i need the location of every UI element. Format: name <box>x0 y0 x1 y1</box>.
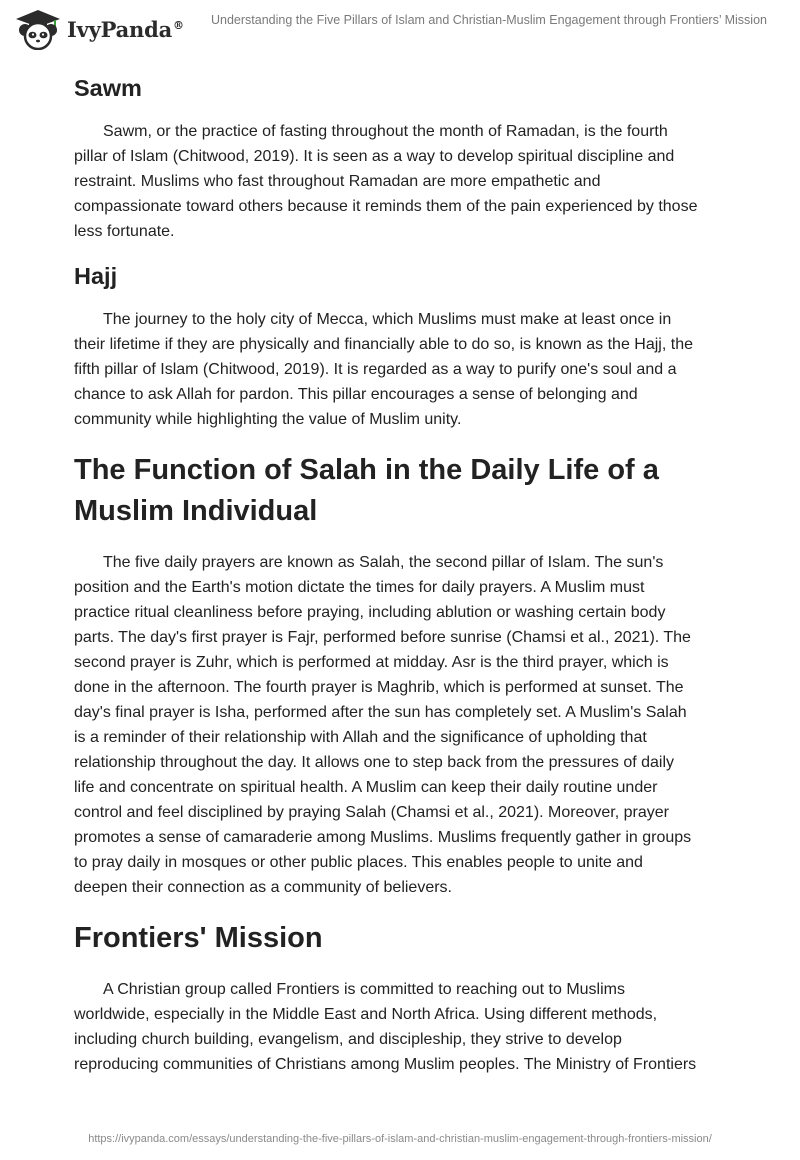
text-line: A Christian group called Frontiers is committed to reaching out to Muslims <box>103 981 625 998</box>
text-line: life and concentrate on spiritual health. A Muslim can keep their daily routine under <box>74 779 658 796</box>
text-line: parts. The day's first prayer is Fajr, performed before sunrise (Chamsi et al., 2021). The <box>74 629 691 646</box>
text-line: chance to ask Allah for pardon. This pillar encourages a sense of belonging and <box>74 386 638 403</box>
text-line: second prayer is Zuhr, which is performed at midday. Asr is the third prayer, which is <box>74 654 669 671</box>
text-line: reproducing communities of Christians among Muslim peoples. The Ministry of Frontiers <box>74 1056 697 1073</box>
text-line: less fortunate. <box>74 223 175 240</box>
paragraph-frontiers <box>74 977 726 1077</box>
text-line: day's final prayer is Isha, performed after the sun has completely set. A Muslim's Salah <box>74 704 687 721</box>
panda-graduate-icon <box>14 8 62 50</box>
text-line: restraint. Muslims who fast throughout Ramadan are more empathetic and <box>74 173 601 190</box>
text-line: control and feel disciplined by praying Salah (Chamsi et al., 2021). Moreover, prayer <box>74 804 669 821</box>
text-line: relationship throughout the day. It allows one to step back from the pressures of daily <box>74 754 675 771</box>
text-line: is a reminder of their relationship with Allah and the significance of upholding that <box>74 729 647 746</box>
text-line: The journey to the holy city of Mecca, which Muslims must make at least once in <box>103 311 672 328</box>
text-line: The five daily prayers are known as Salah, the second pillar of Islam. The sun's <box>103 554 664 571</box>
text-line: fifth pillar of Islam (Chitwood, 2019). It is regarded as a way to purify one's soul and a <box>74 361 677 378</box>
text-line: their lifetime if they are physically and financially able to do so, is known as the Hajj, the <box>74 336 693 353</box>
text-line: compassionate toward others because it reminds them of the pain experienced by those <box>74 198 698 215</box>
logo-wordmark <box>67 17 184 42</box>
essay-content <box>74 72 726 1077</box>
text-line: practice ritual cleanliness before praying, including ablution or washing certain body <box>74 604 666 621</box>
page-header <box>0 0 800 60</box>
text-line: community while highlighting the value of Muslim unity. <box>74 411 462 428</box>
text-line: deepen their connection as a community of believers. <box>74 879 452 896</box>
heading-frontiers: Frontiers' Mission <box>74 922 323 954</box>
text-line: worldwide, especially in the Middle East and North Africa. Using different methods, <box>74 1006 658 1023</box>
text-line: position and the Earth's motion dictate the times for daily prayers. A Muslim must <box>74 579 645 596</box>
text-line: including church building, evangelism, and discipleship, they strive to develop <box>74 1031 622 1048</box>
paragraph-hajj <box>74 307 726 432</box>
paragraph-salah <box>74 550 726 900</box>
paragraph-sawm <box>74 119 726 244</box>
text-line: pillar of Islam (Chitwood, 2019). It is seen as a way to develop spiritual discipline and <box>74 148 675 165</box>
heading-salah-line: Muslim Individual <box>74 495 318 527</box>
logo-name: IvyPanda <box>67 16 173 42</box>
heading-sawm: Sawm <box>74 75 142 101</box>
heading-salah-line: The Function of Salah in the Daily Life of a <box>74 454 659 486</box>
text-line: promotes a sense of camaraderie among Muslims. Muslims frequently gather in groups <box>74 829 692 846</box>
text-line: Sawm, or the practice of fasting throughout the month of Ramadan, is the fourth <box>103 123 668 140</box>
heading-salah <box>74 450 726 532</box>
heading-hajj: Hajj <box>74 263 118 289</box>
text-line: done in the afternoon. The fourth prayer is Maghrib, which is performed at sunset. The <box>74 679 684 696</box>
registered-mark: ® <box>173 18 184 32</box>
text-line: to pray daily in mosques or other public places. This enables people to unite and <box>74 854 643 871</box>
document-title: Understanding the Five Pillars of Islam and Christian-Muslim Engagement through Frontiers’ Mission <box>210 13 767 27</box>
source-url[interactable]: https://ivypanda.com/essays/understanding-the-five-pillars-of-islam-and-christian-muslim-engagement-through-frontiers-mission/ <box>88 1133 712 1145</box>
ivypanda-logo[interactable] <box>14 8 184 50</box>
